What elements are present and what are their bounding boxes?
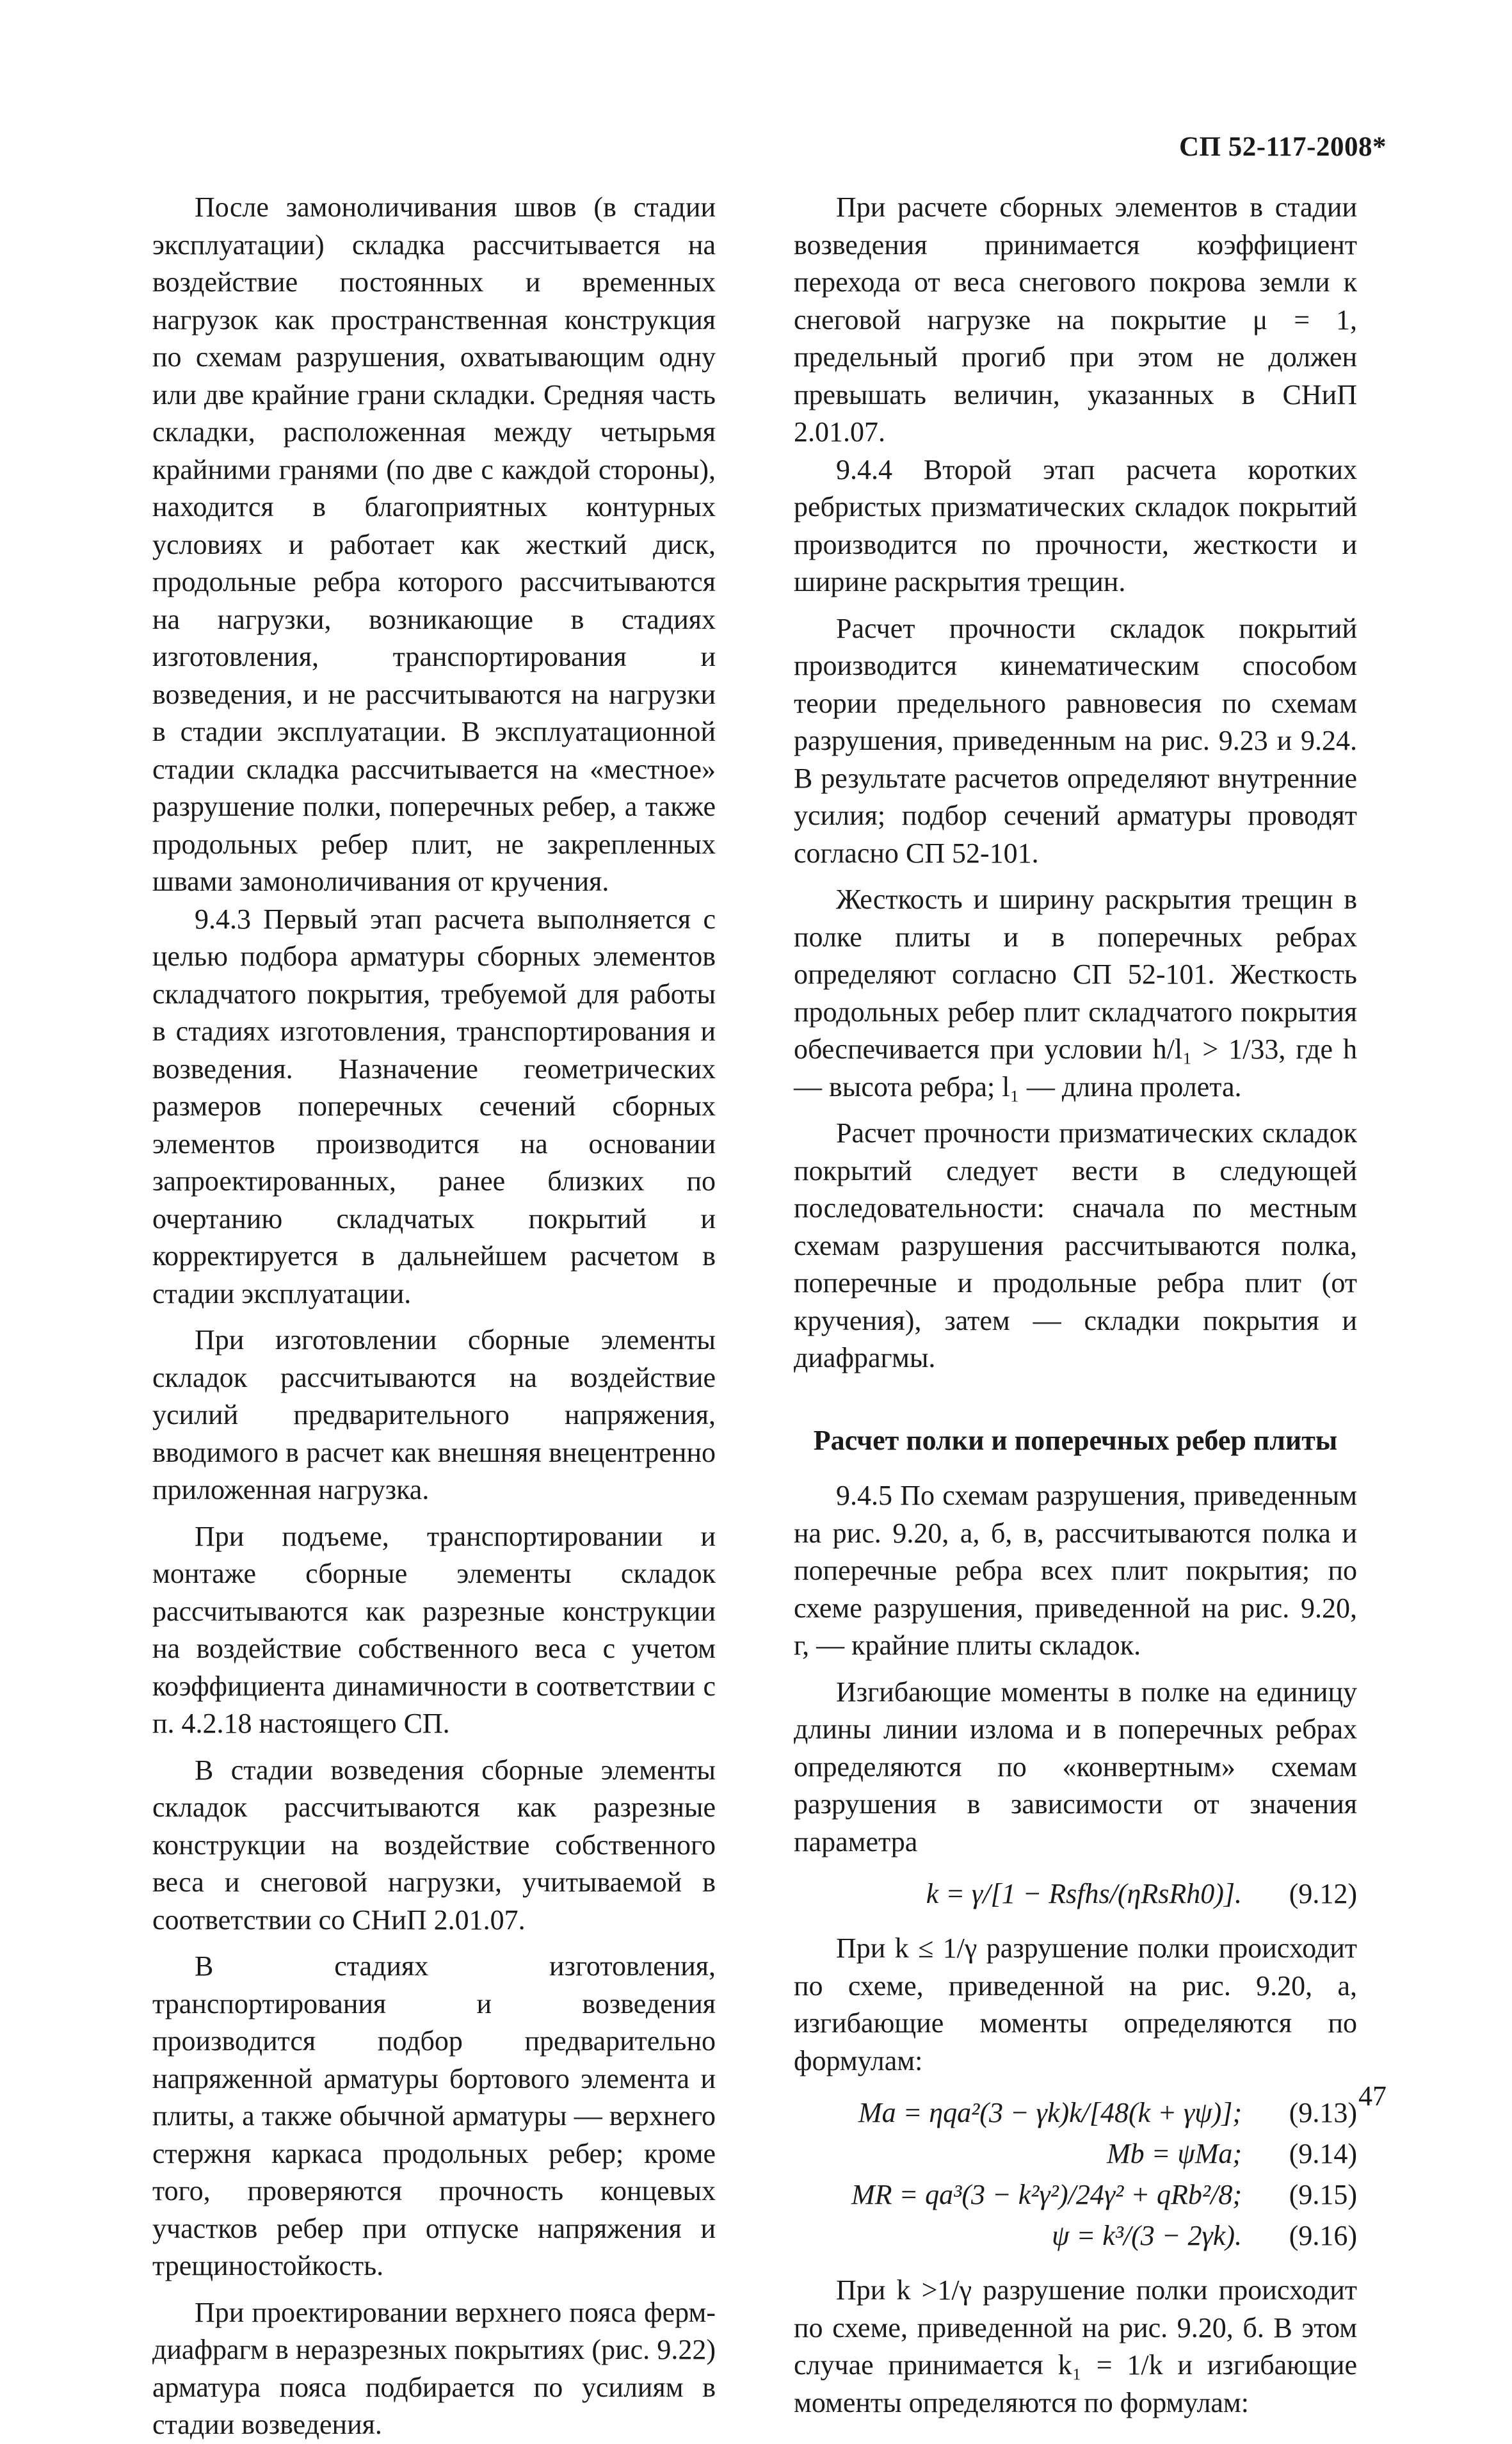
formula-9-14 <box>794 2133 1357 2174</box>
paragraph: В стадиях изготовления, транспортирования и возведения производится подбор предварительно напряженной арматуры бортового элемента и плиты, а также обычной арматуры — верхнего стержня каркаса продольных ребер; кроме того, проверяются прочность концевых участков ребер при отпуске напряжения и трещиностойкость. <box>152 1950 716 2281</box>
paragraph: 9.4.5 По схемам разрушения, приведенным на рис. 9.20, а, б, в, рассчитываются полка и поперечные ребра всех плит покрытия; по схеме разрушения, приведенной на рис. 9.20, г, — крайние плиты складок. <box>794 1480 1357 1661</box>
formula-number: (9.16) <box>1289 2220 1357 2251</box>
formula-9-13 <box>794 2092 1357 2133</box>
paragraph: При проектировании верхнего пояса ферм-диафрагм в неразрезных покрытиях (рис. 9.22) арматура пояса подбирается по усилиям в стадии возведения. <box>152 2296 716 2440</box>
page-number: 47 <box>1358 2080 1387 2112</box>
formula-expression: k = γ/[1 − Rsfhs/(ηRsRh0)]. <box>926 1878 1242 1909</box>
section-subheading: Расчет полки и поперечных ребер плиты <box>813 1424 1338 1456</box>
formula-number: (9.13) <box>1289 2097 1357 2128</box>
formula-expression: ψ = k³/(3 − 2γk). <box>1052 2220 1242 2251</box>
formulas-9-13-to-9-16 <box>794 2092 1357 2256</box>
right-column <box>794 189 1357 2422</box>
formula-9-16 <box>794 2215 1357 2256</box>
formula-expression: MR = qa³(3 − k²γ²)/24γ² + qRb²/8; <box>851 2179 1242 2210</box>
paragraph: 9.4.4 Второй этап расчета коротких ребристых призматических складок покрытий производится по прочности, жесткости и ширине раскрытия трещин. <box>794 453 1357 597</box>
paragraph: При k >1/γ разрушение полки происходит по схеме, приведенной на рис. 9.20, б. В этом случае принимается k₁ = 1/k и изгибающие моменты определяются по формулам: <box>794 2274 1357 2418</box>
paragraph: 9.4.3 Первый этап расчета выполняется с целью подбора арматуры сборных элементов складчатого покрытия, требуемой для работы в стадиях изготовления, транспортирования и возведения. Назначение геометрических размеров поперечных сечений сборных элементов производится на основании запроектированных, ранее близких по очертанию складчатых покрытий и корректируется в дальнейшем расчетом в стадии эксплуатации. <box>152 903 716 1309</box>
formula-9-12 <box>794 1873 1357 1914</box>
formula-number: (9.14) <box>1289 2138 1357 2169</box>
paragraph: Изгибающие моменты в полке на единицу длины линии излома и в поперечных ребрах определяются по «конвертным» схемам разрушения в зависимости от значения параметра <box>794 1676 1357 1857</box>
paragraph: При расчете сборных элементов в стадии возведения принимается коэффициент перехода от веса снегового покрова земли к снеговой нагрузке на покрытие μ = 1, предельный прогиб при этом не должен превышать величин, указанных в СНиП 2.01.07. <box>794 191 1357 448</box>
formula-9-15 <box>794 2174 1357 2215</box>
paragraph: В стадии возведения сборные элементы складок рассчитываются как разрезные конструкции на воздействие собственного веса и снеговой нагрузки, учитываемой в соответствии со СНиП 2.01.07. <box>152 1754 716 1936</box>
formula-9-12-block <box>794 1873 1357 1914</box>
paragraph: При изготовлении сборные элементы складок рассчитываются на воздействие усилий предварительного напряжения, вводимого в расчет как внешняя внецентренно приложенная нагрузка. <box>152 1324 716 1505</box>
paragraph: Жесткость и ширину раскрытия трещин в полке плиты и в поперечных ребрах определяют согласно СП 52-101. Жесткость продольных ребер плит складчатого покрытия обеспечивается при условии h/l₁ > 1/33, где h — высота ребра; l₁ — длина пролета. <box>794 884 1357 1103</box>
formula-number: (9.12) <box>1289 1878 1357 1909</box>
left-column <box>152 189 716 2444</box>
document-code: СП 52-117-2008* <box>1178 132 1387 162</box>
formula-expression: Ma = ηqa²(3 − γk)k/[48(k + γψ)]; <box>858 2097 1242 2128</box>
paragraph: После замоноличивания швов (в стадии эксплуатации) складка рассчитывается на воздействие постоянных и временных нагрузок как пространственная конструкция по схемам разрушения, охватывающим одну или две крайние грани складки. Средняя часть складки, расположенная между четырьмя крайними гранями (по две с каждой стороны), находится в благоприятных контурных условиях и работает как жесткий диск, продольные ребра которого рассчитываются на нагрузки, возникающие в стадиях изготовления, транспортирования и возведения, и не рассчитываются на нагрузки в стадии эксплуатации. В эксплуатационной стадии складка рассчитывается на «местное» разрушение полки, поперечных ребер, а также продольных ребер плит, не закрепленных швами замоноличивания от кручения. <box>152 191 716 897</box>
paragraph: Расчет прочности складок покрытий производится кинематическим способом теории предельного равновесия по схемам разрушения, приведенным на рис. 9.23 и 9.24. В результате расчетов определяют внутренние усилия; подбор сечений арматуры проводят согласно СП 52-101. <box>794 612 1357 869</box>
paragraph: Расчет прочности призматических складок покрытий следует вести в следующей последовательности: сначала по местным схемам разрушения рассчитываются полка, поперечные и продольные ребра плит (от кручения), затем — складки покрытия и диафрагмы. <box>794 1117 1357 1373</box>
paragraph: При k ≤ 1/γ разрушение полки происходит по схеме, приведенной на рис. 9.20, а, изгибающие моменты определяются по формулам: <box>794 1932 1357 2076</box>
formula-number: (9.15) <box>1289 2179 1357 2210</box>
paragraph: При подъеме, транспортировании и монтаже сборные элементы складок рассчитываются как разрезные конструкции на воздействие собственного веса с учетом коэффициента динамичности в соответствии с п. 4.2.18 настоящего СП. <box>152 1520 716 1739</box>
formula-expression: Mb = ψMa; <box>1107 2138 1242 2169</box>
